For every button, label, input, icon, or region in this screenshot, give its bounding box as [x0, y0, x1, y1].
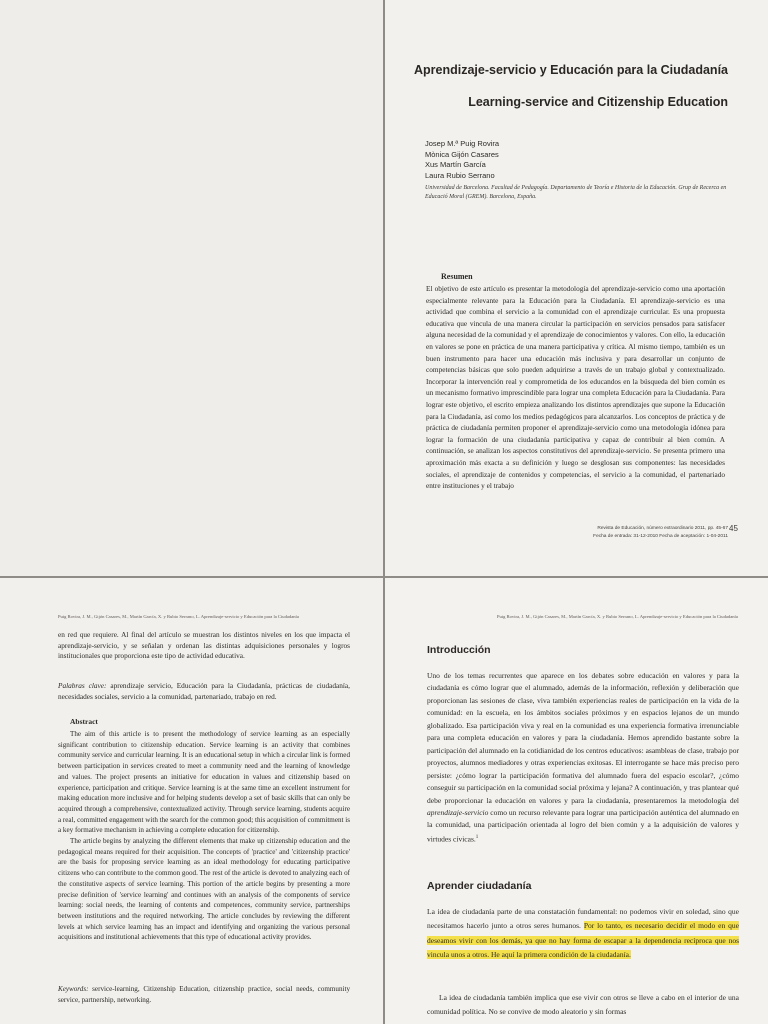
resumen-paragraph: El objetivo de este artículo es presentar la metodología del aprendizaje-servicio como una aportación especialmente relevante para la Educación para la Ciudadanía. El aprendizaje-servicio es una actividad que combina el servicio a la comunidad con el aprendizaje curricular. Es una propuesta educativa que vincula de una manera circular la participación en servicios pensados para satisfacer alguna necesidad de la comunidad y el aprendizaje de conocimientos y valores. Con ello, la educación en valores se pone en práctica de una manera participativa y crítica. Al mismo tiempo, también es un buen instrumento para hacer una educación más inclusiva y para desarrollar un conjunto de competencias básicas que solo pueden adquirirse a través de un trabajo global y contextualizado. Incorporar la intervención real y comprometida de los educandos en la búsqueda del bien común es un mecanismo formativo imprescindible para lograr una completa Educación para la Ciudadanía. Para lograr este objetivo, el escrito empieza analizando los distintos aprendizajes que supone la Educación para la Ciudadanía, así como los medios pedagógicos para alcanzarlos. Los conceptos de práctica y de práctica de ciudadanía permiten proponer el aprendizaje-servicio como una metodología idónea para lograr la formación de una ciudadanía participativa y capaz de contribuir al bien común. A continuación, se analizan los aspectos constitutivos del aprendizaje-servicio. Se presenta primero una aproximación más exacta a su definición y luego se desglosan sus componentes: las necesidades sociales, el aprendizaje de contenidos y competencias, el servicio a la comunidad, el partenariado entre instituciones y el trabajo [426, 284, 725, 491]
running-header: Puig Rovira, J. M., Gijón Casares, M., Martín García, X. y Rubio Serrano, L. Aprendizaje-servicio y Educación para la Ciudadanía [497, 614, 738, 619]
aprender-text: La idea de ciudadanía parte de una constatación fundamental: no podemos vivir en soledad, sino que necesitamos hacerlo junto a otros seres humanos. [427, 907, 739, 931]
author-name: Josep M.ª Puig Rovira [425, 139, 500, 148]
keywords-text: service-learning, Citizenship Education, citizenship practice, social needs, community service, partnership, networking. [58, 985, 350, 1004]
resumen-continuation: en red que requiere. Al final del artículo se muestran los distintos niveles en los que impacta el aprendizaje-servicio, y se señalan y ordenan las distintas adquisiciones personales y logros institucionales que proporciona este tipo de actividad educativa. [58, 630, 350, 660]
abstract-heading: Abstract [70, 717, 98, 726]
intro-text: Uno de los temas recurrentes que aparece en los debates sobre educación en valores y para la ciudadanía es cómo lograr que el alumnado, además de la información, reflexión y deliberación que proporcionan las sesiones de clase, viva también experiencias reales de participación en la vida de la comunidad: en la escuela, en los ámbitos sociales próximos y en espacios lejanos de un mundo globalizado. Esa participación viva y real en la comunidad es una experiencia formativa irrenunciable para una completa educación en valores y para la ciudadanía. Hemos aprendido bastante sobre la participación del alumnado en la cotidianidad de los centros educativos: asambleas de clase, trabajo por proyectos, alumnos mediadores y otras experiencias exitosas. El interrogante se hace más preciso pero persiste: ¿cómo lograr la participación formativa del alumnado fuera del espacio escolar?, ¿cómo conseguir su participación en la comunidad social próxima y lejana? A continuación, y tras plantear qué debe proporcionar la educación en valores y para la ciudadanía, presentaremos la metodología del [427, 671, 739, 805]
running-header: Puig Rovira, J. M., Gijón Casares, M., Martín García, X. y Rubio Serrano, L. Aprendizaje-servicio y Educación para la Ciudadanía [58, 614, 299, 619]
abstract-paragraph: The aim of this article is to present the methodology of service learning as an especially significant contribution to citizenship education. Service learning is an activity that combines community service and curricular learning. It is an educational setup in which a circular link is formed between participation in services created to meet a community need and the learning of knowledge and values. The project presents an initiative for education in values and citizenship based on experience, participation and critique. Service learning is at the same time an excellent instrument for making education more inclusive and for helping students develop a set of basic skills that can only be acquired through a comprehensive, contextualized activity. Through service learning, students acquire a real, committed engagement with the search for the common good; this acquisition of commitment is a key formative mechanism in achieving a complete education for citizenship. [58, 730, 350, 835]
journal-line: Revista de Educación, número extraordinario 2011, pp. 45-67 [597, 526, 728, 531]
section-heading-introduccion: Introducción [427, 644, 491, 656]
author-list [425, 139, 499, 181]
aprender-paragraph-2: La idea de ciudadanía también implica que ese vivir con otros se lleve a cabo en el interior de una comunidad política. No se convive de modo aleatorio y sin formas [427, 993, 739, 1017]
journal-reference [593, 525, 728, 540]
introduction-paragraph [427, 670, 739, 846]
blank-page [0, 0, 383, 576]
dates-line: Fecha de entrada: 31-12-2010 Fecha de aceptación: 1-04-2011 [593, 533, 728, 539]
author-name: Laura Rubio Serrano [425, 170, 495, 180]
abstract-page [0, 578, 383, 1024]
page-number: 45 [729, 524, 738, 533]
author-name: Mònica Gijón Casares [425, 149, 499, 159]
palabras-clave [58, 681, 350, 702]
section-heading-aprender-ciudadania: Aprender ciudadanía [427, 880, 532, 892]
introduction-page [385, 578, 768, 1024]
author-affiliation: Universidad de Barcelona. Facultad de Pedagogía. Departamento de Teoría e Historia de la Educación. Grup de Recerca en Educació Moral (GREM). Barcelona, España. [425, 185, 727, 200]
keywords [58, 984, 350, 1005]
aprender-paragraph [427, 905, 739, 963]
article-title-english: Learning-service and Citizenship Education [468, 95, 728, 109]
intro-italic-term: aprendizaje-servicio [427, 807, 489, 817]
footnote-marker[interactable]: 1 [475, 834, 479, 840]
abstract-paragraph: The article begins by analyzing the different elements that make up citizenship education and the pedagogical means required for their acquisition. The concepts of 'practice' and 'citizenship practice' are the basis for proposing service learning as an ideal methodology for educating participative citizens who can contribute to the common good. The rest of the article is devoted to analyzing each of the constitutive aspects of service learning. This portion of the article begins by presenting a more precise definition of 'service learning' and continues with an analysis of the components of service learning: social needs, the learning of contents and competences, community service, partnerships between institutions and the required networking. The article concludes by reviewing the different levels at which service learning has an impact and identifying and organizing the various personal acquisitions and institutional achievements that this type of educational activity provides. [58, 837, 350, 942]
abstract-body [58, 729, 350, 943]
title-page [385, 0, 768, 576]
palabras-clave-text: aprendizaje servicio, Educación para la Ciudadanía, prácticas de ciudadanía, necesidades sociales, servicio a la comunidad, partenariado, trabajo en red. [58, 681, 350, 701]
highlighted-passage: Por lo tanto, es necesario decidir el modo en que deseamos vivir con los demás, ya que no hay forma de escapar a la dependencia recíproca que nos vincula unos a otros. He aquí la primera condición de la ciudadanía. [427, 921, 740, 960]
author-name: Xus Martín García [425, 160, 486, 169]
keywords-label: Keywords: [58, 985, 89, 993]
resumen-heading: Resumen [441, 272, 473, 281]
palabras-clave-label: Palabras clave: [58, 681, 107, 690]
intro-text-end: como un recurso relevante para lograr una participación auténtica del alumnado en la comunidad, una participación orientada al logro del bien común y a la adquisición de valores y virtudes cívicas. [427, 807, 739, 844]
article-title-spanish: Aprendizaje-servicio y Educación para la Ciudadanía [414, 63, 728, 77]
